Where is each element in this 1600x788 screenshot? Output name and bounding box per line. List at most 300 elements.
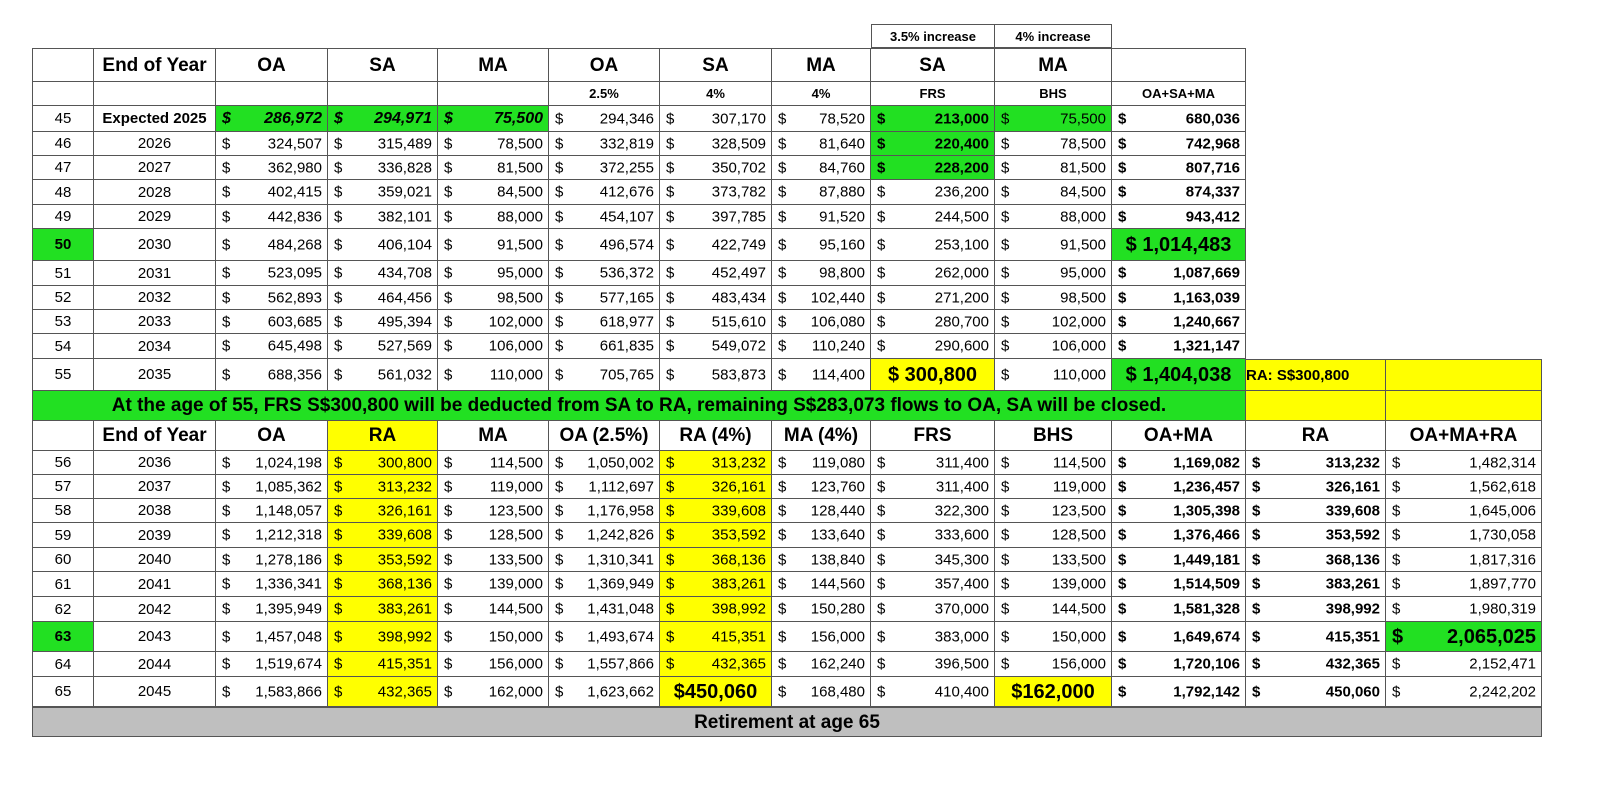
row2-56-col-3[interactable] <box>328 451 438 475</box>
header1-col-2[interactable] <box>216 48 328 82</box>
row1-51-col-0[interactable] <box>32 261 94 286</box>
header3-col-6[interactable] <box>660 421 772 451</box>
header3-col-1[interactable] <box>94 421 216 451</box>
header1-col-1[interactable] <box>94 48 216 82</box>
header3-col-9[interactable] <box>995 421 1112 451</box>
row1-47-col-5[interactable] <box>549 156 660 180</box>
row2-56-col-11[interactable] <box>1246 451 1386 475</box>
row1-48-col-1[interactable] <box>94 180 216 205</box>
row1-54-col-1[interactable] <box>94 334 216 359</box>
banner-yellow-1[interactable] <box>1246 391 1386 421</box>
row1-48-col-9[interactable] <box>995 180 1112 205</box>
row1-49-col-0[interactable] <box>32 205 94 229</box>
row2-63-col-6[interactable] <box>660 622 772 652</box>
row2-58-col-8[interactable] <box>871 499 995 523</box>
row1-52-col-9[interactable] <box>995 286 1112 310</box>
row1-51-col-2[interactable] <box>216 261 328 286</box>
row1-52-col-5[interactable] <box>549 286 660 310</box>
row1-53-col-0[interactable] <box>32 310 94 334</box>
row2-60-col-7[interactable] <box>772 548 871 572</box>
row1-52-col-8[interactable] <box>871 286 995 310</box>
row1-46-col-5[interactable] <box>549 132 660 156</box>
header1-col-4[interactable] <box>438 48 549 82</box>
row2-57-col-3[interactable] <box>328 475 438 499</box>
row2-60-col-11[interactable] <box>1246 548 1386 572</box>
header2-col-4[interactable] <box>438 82 549 106</box>
row1-55-col-9[interactable] <box>995 359 1112 391</box>
ra-note[interactable] <box>1246 359 1386 391</box>
header3-col-11[interactable] <box>1246 421 1386 451</box>
header2-col-6[interactable] <box>660 82 772 106</box>
row1-50-col-3[interactable] <box>328 229 438 261</box>
row2-60-col-6[interactable] <box>660 548 772 572</box>
row2-59-col-3[interactable] <box>328 523 438 548</box>
row1-45-col-2[interactable] <box>216 106 328 132</box>
row2-60-col-2[interactable] <box>216 548 328 572</box>
row1-46-col-2[interactable] <box>216 132 328 156</box>
row2-62-col-5[interactable] <box>549 597 660 622</box>
row2-61-col-0[interactable] <box>32 572 94 597</box>
row1-47-col-2[interactable] <box>216 156 328 180</box>
row1-50-col-2[interactable] <box>216 229 328 261</box>
row2-59-col-6[interactable] <box>660 523 772 548</box>
row2-63-col-4[interactable] <box>438 622 549 652</box>
row1-46-col-0[interactable] <box>32 132 94 156</box>
currency-symbol: $ <box>1252 454 1261 471</box>
row2-62-col-8[interactable] <box>871 597 995 622</box>
row1-49-col-8[interactable] <box>871 205 995 229</box>
row2-64-col-1[interactable] <box>94 652 216 677</box>
row1-47-col-3[interactable] <box>328 156 438 180</box>
row2-65-col-11[interactable] <box>1246 677 1386 707</box>
row1-52-col-4[interactable] <box>438 286 549 310</box>
row1-50-col-4[interactable] <box>438 229 549 261</box>
row2-61-col-2[interactable] <box>216 572 328 597</box>
header3-col-3[interactable] <box>328 421 438 451</box>
row1-51-col-6[interactable] <box>660 261 772 286</box>
row2-59-col-8[interactable] <box>871 523 995 548</box>
row2-58-col-5[interactable] <box>549 499 660 523</box>
row1-54-col-10[interactable] <box>1112 334 1246 359</box>
row2-57-col-9[interactable] <box>995 475 1112 499</box>
row2-63-col-1[interactable] <box>94 622 216 652</box>
row2-64-col-11[interactable] <box>1246 652 1386 677</box>
row2-62-col-11[interactable] <box>1246 597 1386 622</box>
header2-col-1[interactable] <box>94 82 216 106</box>
row2-61-col-9[interactable] <box>995 572 1112 597</box>
row2-63-col-9[interactable] <box>995 622 1112 652</box>
row1-51-col-3[interactable] <box>328 261 438 286</box>
row2-59-col-9[interactable] <box>995 523 1112 548</box>
currency-symbol: $ <box>1001 264 1010 282</box>
row2-60-col-10[interactable] <box>1112 548 1246 572</box>
row1-50-col-0[interactable] <box>32 229 94 261</box>
row1-47-col-0[interactable] <box>32 156 94 180</box>
header3-col-12[interactable] <box>1386 421 1542 451</box>
row1-48-col-3[interactable] <box>328 180 438 205</box>
row2-65-col-6[interactable] <box>660 677 772 707</box>
row2-59-col-2[interactable] <box>216 523 328 548</box>
row1-51-col-7[interactable] <box>772 261 871 286</box>
row2-65-col-8[interactable] <box>871 677 995 707</box>
header1-col-0[interactable] <box>32 48 94 82</box>
row2-59-col-7[interactable] <box>772 523 871 548</box>
row2-62-col-10[interactable] <box>1112 597 1246 622</box>
row2-64-col-6[interactable] <box>660 652 772 677</box>
row1-46-col-8[interactable] <box>871 132 995 156</box>
row1-45-col-3[interactable] <box>328 106 438 132</box>
row1-50-col-1[interactable] <box>94 229 216 261</box>
row1-51-col-5[interactable] <box>549 261 660 286</box>
row2-64-col-0[interactable] <box>32 652 94 677</box>
row2-61-col-10[interactable] <box>1112 572 1246 597</box>
row1-46-col-9[interactable] <box>995 132 1112 156</box>
row1-50-col-9[interactable] <box>995 229 1112 261</box>
row1-54-col-9[interactable] <box>995 334 1112 359</box>
sa-closure-banner[interactable] <box>32 391 1246 421</box>
header2-col-5[interactable] <box>549 82 660 106</box>
row2-58-col-4[interactable] <box>438 499 549 523</box>
row1-54-col-7[interactable] <box>772 334 871 359</box>
row2-56-col-5[interactable] <box>549 451 660 475</box>
row2-61-col-4[interactable] <box>438 572 549 597</box>
row1-45-col-10[interactable] <box>1112 106 1246 132</box>
row2-62-col-2[interactable] <box>216 597 328 622</box>
row2-65-col-2[interactable] <box>216 677 328 707</box>
header1-col-8[interactable] <box>871 48 995 82</box>
row2-65-col-9[interactable] <box>995 677 1112 707</box>
row2-63-col-0[interactable] <box>32 622 94 652</box>
row2-61-col-8[interactable] <box>871 572 995 597</box>
row2-56-col-10[interactable] <box>1112 451 1246 475</box>
row2-64-col-5[interactable] <box>549 652 660 677</box>
row1-55-col-0[interactable] <box>32 359 94 391</box>
row2-60-col-3[interactable] <box>328 548 438 572</box>
row1-46-col-6[interactable] <box>660 132 772 156</box>
currency-symbol: $ <box>1118 454 1127 471</box>
row2-65-col-3[interactable] <box>328 677 438 707</box>
row1-51-col-8[interactable] <box>871 261 995 286</box>
row2-58-col-6[interactable] <box>660 499 772 523</box>
row1-46-col-10[interactable] <box>1112 132 1246 156</box>
row2-58-col-2[interactable] <box>216 499 328 523</box>
row2-59-col-0[interactable] <box>32 523 94 548</box>
header3-col-2[interactable] <box>216 421 328 451</box>
row2-64-col-2[interactable] <box>216 652 328 677</box>
header1-col-7[interactable] <box>772 48 871 82</box>
row1-55-col-7[interactable] <box>772 359 871 391</box>
row1-53-col-3[interactable] <box>328 310 438 334</box>
row1-55-col-5[interactable] <box>549 359 660 391</box>
row1-54-col-8[interactable] <box>871 334 995 359</box>
row1-55-col-8[interactable] <box>871 359 995 391</box>
row2-65-col-10[interactable] <box>1112 677 1246 707</box>
row1-48-col-4[interactable] <box>438 180 549 205</box>
label-sa-increase[interactable] <box>871 24 995 48</box>
row1-54-col-2[interactable] <box>216 334 328 359</box>
header3-col-5[interactable] <box>549 421 660 451</box>
row1-45-col-7[interactable] <box>772 106 871 132</box>
row1-48-col-10[interactable] <box>1112 180 1246 205</box>
row2-57-col-6[interactable] <box>660 475 772 499</box>
row1-45-col-1[interactable] <box>94 106 216 132</box>
header2-col-3[interactable] <box>328 82 438 106</box>
row2-64-col-3[interactable] <box>328 652 438 677</box>
row1-50-col-10-text: $ 1,014,483 <box>1125 233 1232 256</box>
row2-59-col-5[interactable] <box>549 523 660 548</box>
row2-62-col-4[interactable] <box>438 597 549 622</box>
row2-63-col-11[interactable] <box>1246 622 1386 652</box>
row1-55-col-6[interactable] <box>660 359 772 391</box>
header2-col-8[interactable] <box>871 82 995 106</box>
row2-62-col-7[interactable] <box>772 597 871 622</box>
row1-54-col-5[interactable] <box>549 334 660 359</box>
label-ma-increase[interactable] <box>995 24 1112 48</box>
row2-60-col-8[interactable] <box>871 548 995 572</box>
row1-48-col-6[interactable] <box>660 180 772 205</box>
row2-57-col-7[interactable] <box>772 475 871 499</box>
retirement-footer[interactable] <box>32 707 1542 737</box>
row2-58-col-10[interactable] <box>1112 499 1246 523</box>
row1-46-col-7[interactable] <box>772 132 871 156</box>
row2-61-col-5[interactable] <box>549 572 660 597</box>
row2-62-col-9[interactable] <box>995 597 1112 622</box>
row1-49-col-5[interactable] <box>549 205 660 229</box>
row2-59-col-1[interactable] <box>94 523 216 548</box>
row2-64-col-8[interactable] <box>871 652 995 677</box>
row1-52-col-0[interactable] <box>32 286 94 310</box>
row1-53-col-1[interactable] <box>94 310 216 334</box>
row1-45-col-6[interactable] <box>660 106 772 132</box>
row1-53-col-10[interactable] <box>1112 310 1246 334</box>
row1-50-col-10[interactable] <box>1112 229 1246 261</box>
row1-49-col-4[interactable] <box>438 205 549 229</box>
row2-64-col-9[interactable] <box>995 652 1112 677</box>
row2-58-col-12[interactable] <box>1386 499 1542 523</box>
row1-52-col-3[interactable] <box>328 286 438 310</box>
row1-52-col-6[interactable] <box>660 286 772 310</box>
row1-55-col-4[interactable] <box>438 359 549 391</box>
row2-56-col-1[interactable] <box>94 451 216 475</box>
row1-45-col-9[interactable] <box>995 106 1112 132</box>
row1-51-col-1[interactable] <box>94 261 216 286</box>
row2-56-col-2[interactable] <box>216 451 328 475</box>
row2-61-col-6[interactable] <box>660 572 772 597</box>
row2-64-col-4[interactable] <box>438 652 549 677</box>
row2-57-col-0[interactable] <box>32 475 94 499</box>
row2-58-col-11[interactable] <box>1246 499 1386 523</box>
row2-63-col-8[interactable] <box>871 622 995 652</box>
row1-48-col-0[interactable] <box>32 180 94 205</box>
row1-47-col-7[interactable] <box>772 156 871 180</box>
row2-59-col-10[interactable] <box>1112 523 1246 548</box>
row1-48-col-5[interactable] <box>549 180 660 205</box>
row2-57-col-12[interactable] <box>1386 475 1542 499</box>
row1-49-col-3[interactable] <box>328 205 438 229</box>
row1-50-col-6[interactable] <box>660 229 772 261</box>
row2-61-col-1[interactable] <box>94 572 216 597</box>
row2-56-col-6[interactable] <box>660 451 772 475</box>
row2-57-col-5[interactable] <box>549 475 660 499</box>
header1-col-10[interactable] <box>1112 48 1246 82</box>
row2-56-col-12[interactable] <box>1386 451 1542 475</box>
row1-45-col-0[interactable] <box>32 106 94 132</box>
row1-46-col-3[interactable] <box>328 132 438 156</box>
banner-yellow-2[interactable] <box>1386 391 1542 421</box>
row2-61-col-11[interactable] <box>1246 572 1386 597</box>
row2-56-col-4[interactable] <box>438 451 549 475</box>
row1-45-col-8[interactable] <box>871 106 995 132</box>
row1-54-col-3[interactable] <box>328 334 438 359</box>
row2-60-col-5[interactable] <box>549 548 660 572</box>
row1-53-col-5[interactable] <box>549 310 660 334</box>
currency-symbol: $ <box>555 454 564 471</box>
row1-54-col-4[interactable] <box>438 334 549 359</box>
row2-65-col-4[interactable] <box>438 677 549 707</box>
ra-note-blank[interactable] <box>1386 359 1542 391</box>
row1-48-col-7[interactable] <box>772 180 871 205</box>
header3-col-4[interactable] <box>438 421 549 451</box>
row2-56-col-7[interactable] <box>772 451 871 475</box>
row2-65-col-7[interactable] <box>772 677 871 707</box>
row1-52-col-2[interactable] <box>216 286 328 310</box>
row2-60-col-1[interactable] <box>94 548 216 572</box>
header3-col-8[interactable] <box>871 421 995 451</box>
row1-49-col-6[interactable] <box>660 205 772 229</box>
header1-col-5[interactable] <box>549 48 660 82</box>
row2-58-col-1[interactable] <box>94 499 216 523</box>
row1-47-col-8[interactable] <box>871 156 995 180</box>
row1-55-col-10[interactable] <box>1112 359 1246 391</box>
row2-62-col-6[interactable] <box>660 597 772 622</box>
header1-col-6[interactable] <box>660 48 772 82</box>
row2-63-col-12[interactable] <box>1386 622 1542 652</box>
row2-63-col-3[interactable] <box>328 622 438 652</box>
row1-50-col-8[interactable] <box>871 229 995 261</box>
row1-51-col-10[interactable] <box>1112 261 1246 286</box>
row2-57-col-2[interactable] <box>216 475 328 499</box>
row1-50-col-5[interactable] <box>549 229 660 261</box>
row1-50-col-7[interactable] <box>772 229 871 261</box>
row1-47-col-4[interactable] <box>438 156 549 180</box>
row2-59-col-12[interactable] <box>1386 523 1542 548</box>
row1-53-col-9[interactable] <box>995 310 1112 334</box>
row1-47-col-9[interactable] <box>995 156 1112 180</box>
row2-61-col-7[interactable] <box>772 572 871 597</box>
row2-65-col-5[interactable] <box>549 677 660 707</box>
row1-55-col-1[interactable] <box>94 359 216 391</box>
header3-col-10[interactable] <box>1112 421 1246 451</box>
row1-48-col-2[interactable] <box>216 180 328 205</box>
row1-47-col-6[interactable] <box>660 156 772 180</box>
row1-54-col-6[interactable] <box>660 334 772 359</box>
row2-56-col-0[interactable] <box>32 451 94 475</box>
row1-52-col-7[interactable] <box>772 286 871 310</box>
row2-65-col-1[interactable] <box>94 677 216 707</box>
row2-64-col-12[interactable] <box>1386 652 1542 677</box>
header3-col-0[interactable] <box>32 421 94 451</box>
row2-60-col-0[interactable] <box>32 548 94 572</box>
row1-53-col-7[interactable] <box>772 310 871 334</box>
row1-55-col-2[interactable] <box>216 359 328 391</box>
header2-col-10[interactable] <box>1112 82 1246 106</box>
row1-48-col-8[interactable] <box>871 180 995 205</box>
row2-57-col-8[interactable] <box>871 475 995 499</box>
row1-53-col-4[interactable] <box>438 310 549 334</box>
header2-col-0[interactable] <box>32 82 94 106</box>
row2-57-col-1[interactable] <box>94 475 216 499</box>
row2-63-col-5[interactable] <box>549 622 660 652</box>
row2-65-col-12[interactable] <box>1386 677 1542 707</box>
row2-57-col-4[interactable] <box>438 475 549 499</box>
row1-49-col-7[interactable] <box>772 205 871 229</box>
row1-54-col-0[interactable] <box>32 334 94 359</box>
row1-47-col-1[interactable] <box>94 156 216 180</box>
row2-63-col-2[interactable] <box>216 622 328 652</box>
row1-49-col-2[interactable] <box>216 205 328 229</box>
row2-61-col-3[interactable] <box>328 572 438 597</box>
row1-46-col-4[interactable] <box>438 132 549 156</box>
row2-57-col-10[interactable] <box>1112 475 1246 499</box>
row2-60-col-4[interactable] <box>438 548 549 572</box>
row1-45-col-5[interactable] <box>549 106 660 132</box>
row2-60-col-12[interactable] <box>1386 548 1542 572</box>
row2-56-col-9[interactable] <box>995 451 1112 475</box>
row1-45-col-4[interactable] <box>438 106 549 132</box>
header3-col-7[interactable] <box>772 421 871 451</box>
row2-62-col-1[interactable] <box>94 597 216 622</box>
row1-53-col-6[interactable] <box>660 310 772 334</box>
row1-49-col-1[interactable] <box>94 205 216 229</box>
row2-59-col-11[interactable] <box>1246 523 1386 548</box>
row1-55-col-3[interactable] <box>328 359 438 391</box>
row1-53-col-2[interactable] <box>216 310 328 334</box>
row2-58-col-7[interactable] <box>772 499 871 523</box>
row1-51-col-4[interactable] <box>438 261 549 286</box>
row2-65-col-0[interactable] <box>32 677 94 707</box>
row1-49-col-9[interactable] <box>995 205 1112 229</box>
row1-53-col-8[interactable] <box>871 310 995 334</box>
row2-64-col-10[interactable] <box>1112 652 1246 677</box>
row2-57-col-11[interactable] <box>1246 475 1386 499</box>
row2-58-col-5-text: 1,176,958 <box>587 502 654 519</box>
header2-col-7[interactable] <box>772 82 871 106</box>
row2-56-col-8[interactable] <box>871 451 995 475</box>
header1-col-9[interactable] <box>995 48 1112 82</box>
row2-58-col-9[interactable] <box>995 499 1112 523</box>
row1-49-col-10[interactable] <box>1112 205 1246 229</box>
row1-51-col-9[interactable] <box>995 261 1112 286</box>
row1-47-col-10[interactable] <box>1112 156 1246 180</box>
row1-52-col-1[interactable] <box>94 286 216 310</box>
row2-64-col-7[interactable] <box>772 652 871 677</box>
header2-col-2[interactable] <box>216 82 328 106</box>
row2-62-col-12[interactable] <box>1386 597 1542 622</box>
row2-63-col-10[interactable] <box>1112 622 1246 652</box>
row2-58-col-3[interactable] <box>328 499 438 523</box>
row2-58-col-0[interactable] <box>32 499 94 523</box>
row2-62-col-0[interactable] <box>32 597 94 622</box>
row2-60-col-9[interactable] <box>995 548 1112 572</box>
row2-63-col-7[interactable] <box>772 622 871 652</box>
header2-col-9[interactable] <box>995 82 1112 106</box>
row2-59-col-4[interactable] <box>438 523 549 548</box>
row1-52-col-10[interactable] <box>1112 286 1246 310</box>
header1-col-3[interactable] <box>328 48 438 82</box>
row2-61-col-12[interactable] <box>1386 572 1542 597</box>
row2-62-col-3[interactable] <box>328 597 438 622</box>
row1-46-col-1[interactable] <box>94 132 216 156</box>
